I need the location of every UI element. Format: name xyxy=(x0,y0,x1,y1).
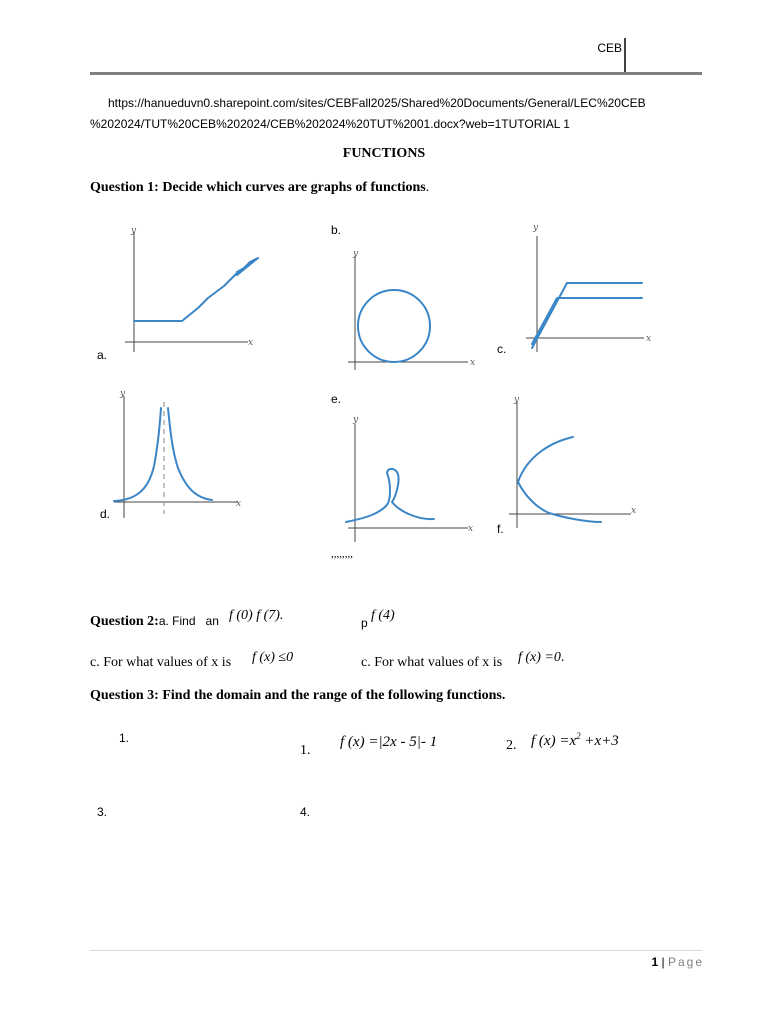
graph-d-x-label: x xyxy=(236,499,242,509)
graph-a-x-label: x xyxy=(248,338,254,348)
graph-a-label: a. xyxy=(97,348,108,362)
question-3-item-1-marker: 1. xyxy=(119,731,130,745)
question-3-item-2-number: 2. xyxy=(506,738,517,753)
graph-d-left-branch xyxy=(114,408,161,501)
graph-e-y-label: y xyxy=(353,415,359,425)
question-3-item-2-exponent: 2 xyxy=(576,731,581,741)
graph-c-lower-curve xyxy=(532,298,642,344)
graph-b xyxy=(340,244,485,372)
stray-commas: ,,,,,,,, xyxy=(331,548,353,560)
graph-d-y-label: y xyxy=(120,389,126,399)
header-rule xyxy=(90,72,702,75)
question-2-part-c1-label: c. For what values of x is xyxy=(90,655,232,670)
question-3-item-2-expr-a: f (x) =x xyxy=(531,733,577,749)
graph-f xyxy=(505,392,645,530)
graph-d-right-branch xyxy=(168,408,212,500)
question-3-item-1-number: 1. xyxy=(300,743,311,758)
question-2-part-a-label: a. Find xyxy=(158,614,196,628)
page-footer xyxy=(651,955,704,969)
question-1-text: Question 1: Decide which curves are graphs of functions xyxy=(90,180,426,195)
graph-d-label: d. xyxy=(100,507,111,521)
header-vertical-bar xyxy=(624,38,626,74)
graph-d xyxy=(110,388,250,520)
graph-c-x-label: x xyxy=(646,334,652,344)
question-3-item-2-expr-b: +x+3 xyxy=(580,733,619,749)
footer-separator: | xyxy=(658,955,668,969)
document-url[interactable] xyxy=(90,93,702,135)
header-text: CEB xyxy=(597,41,622,55)
page-word: Page xyxy=(667,955,704,969)
question-3-item-4-number: 4. xyxy=(300,805,311,819)
question-2-part-a-expr: f (0) f (7). xyxy=(229,608,284,623)
graph-f-y-label: y xyxy=(514,395,520,405)
graph-f-label: f. xyxy=(497,522,504,536)
graph-b-x-label: x xyxy=(470,358,476,368)
question-3-item-1-expr: f (x) =|2x - 5|- 1 xyxy=(340,734,438,750)
footer-rule xyxy=(90,950,702,951)
graph-c xyxy=(512,220,660,354)
graph-a-y-label: y xyxy=(131,226,137,236)
graph-c-label: c. xyxy=(497,342,507,356)
question-2-part-c2-period: . xyxy=(560,650,565,665)
graph-e-loop-curve xyxy=(346,469,434,522)
question-3-item-3-number: 3. xyxy=(97,805,108,819)
graph-e-label: e. xyxy=(331,392,342,406)
question-2-part-c2-label: c. For what values of x is xyxy=(361,655,503,670)
question-2-part-c2-expr-text: f (x) =0 xyxy=(518,650,561,665)
graph-f-x-label: x xyxy=(631,506,637,516)
url-line-2: %202024/TUT%20CEB%202024/CEB%202024%20TUT%2001.docx?web=1TUTORIAL 1 xyxy=(90,117,570,131)
url-line-1: https://hanueduvn0.sharepoint.com/sites/CEBFall2025/Shared%20Documents/General/LEC%20CEB xyxy=(108,96,646,110)
graph-f-curve xyxy=(518,437,601,522)
graph-e-x-label: x xyxy=(468,524,474,534)
question-2-part-a-an: an xyxy=(205,614,219,628)
graph-a-curve xyxy=(134,258,258,321)
graph-b-y-label: y xyxy=(353,249,359,259)
question-2-heading: Question 2: xyxy=(90,614,159,629)
graph-a xyxy=(110,222,260,354)
page-title: FUNCTIONS xyxy=(342,146,426,161)
page-number: 1 xyxy=(651,955,659,969)
question-2-part-b-expr: f (4) xyxy=(371,608,395,623)
question-1-period: . xyxy=(425,180,430,195)
question-2-part-b-label: p xyxy=(361,616,368,630)
graph-b-label: b. xyxy=(331,223,342,237)
graph-e xyxy=(340,412,485,544)
question-2-part-c1-expr: f (x) ≤0 xyxy=(252,650,294,665)
question-2-row-1 xyxy=(90,612,219,630)
graph-b-circle xyxy=(358,290,430,362)
graph-c-y-label: y xyxy=(533,223,539,233)
question-3-item-2-expr xyxy=(531,731,619,750)
question-1-heading xyxy=(90,180,429,196)
question-2-part-c2-expr xyxy=(518,650,564,666)
question-3-heading: Question 3: Find the domain and the range of the following functions. xyxy=(90,688,506,703)
